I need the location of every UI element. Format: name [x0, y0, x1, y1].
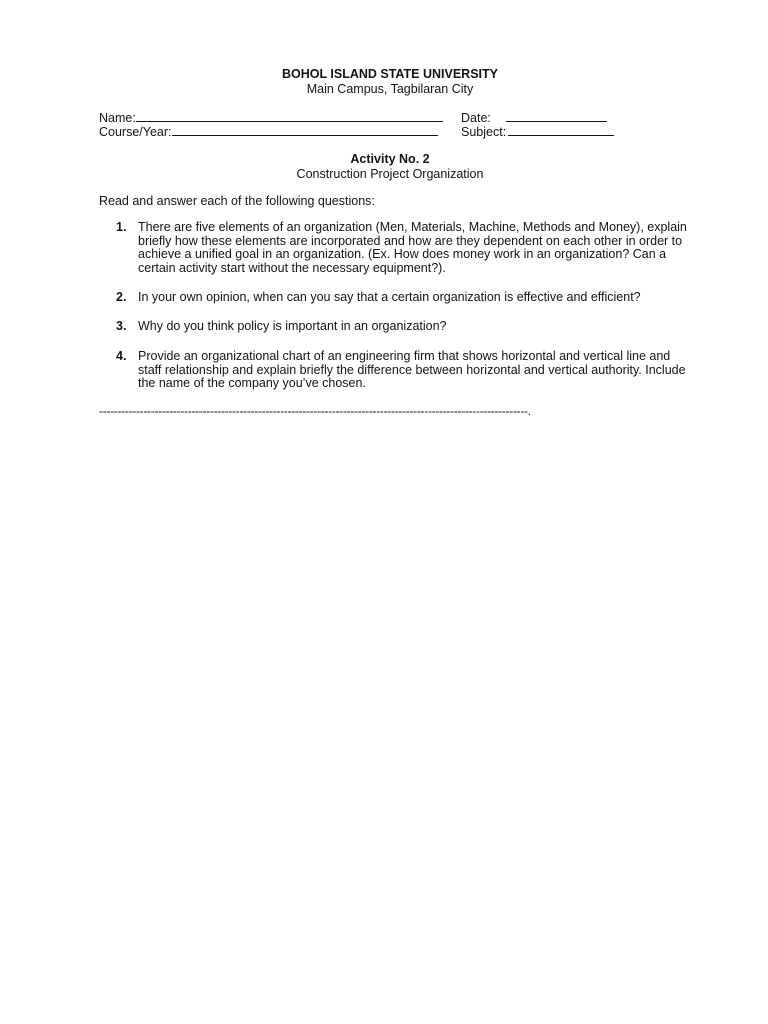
date-label: Date:	[461, 111, 491, 125]
activity-title: Activity No. 2	[350, 152, 430, 166]
subject-field-row	[461, 125, 614, 139]
question-number: 3.	[116, 319, 127, 333]
campus-name: Main Campus, Tagbilaran City	[306, 82, 474, 96]
question-item	[116, 221, 696, 275]
question-number: 2.	[116, 290, 127, 304]
question-text: In your own opinion, when can you say that a certain organization is effective and efficient?	[138, 290, 641, 304]
subject-label: Subject:	[461, 125, 507, 139]
question-text: There are five elements of an organization (Men, Materials, Machine, Methods and Money), explain briefly how these elements are incorporated and how are they dependent on each other in order to achieve a unified goal in an organization. (Ex. How does money work in an organization? Can a certain activity start without the necessary equipment?).	[138, 220, 687, 275]
course-year-blank-line	[172, 125, 438, 136]
university-name: BOHOL ISLAND STATE UNIVERSITY	[282, 67, 498, 81]
name-label: Name:	[99, 111, 136, 125]
question-number: 1.	[116, 220, 127, 234]
dashed-divider: --------------------------------------------------------------------------------------------------------------------.	[99, 404, 531, 418]
question-text: Why do you think policy is important in an organization?	[138, 319, 447, 333]
question-item	[116, 350, 696, 391]
course-field-row	[99, 125, 438, 139]
activity-subtitle: Construction Project Organization	[296, 167, 484, 181]
instructions-text: Read and answer each of the following questions:	[99, 194, 375, 208]
subject-blank-line	[508, 125, 614, 136]
name-field-row	[99, 111, 443, 125]
name-blank-line	[136, 111, 443, 122]
course-year-label: Course/Year:	[99, 125, 172, 139]
question-number: 4.	[116, 349, 127, 363]
date-field-row	[461, 111, 607, 125]
question-item	[116, 320, 696, 334]
document-header	[0, 67, 768, 97]
activity-heading	[0, 152, 768, 182]
question-item	[116, 291, 696, 305]
date-blank-line	[506, 111, 607, 122]
question-text: Provide an organizational chart of an engineering firm that shows horizontal and vertical line and staff relationship and explain briefly the difference between horizontal and vertical authority. Include the name of the company you’ve chosen.	[138, 349, 686, 390]
